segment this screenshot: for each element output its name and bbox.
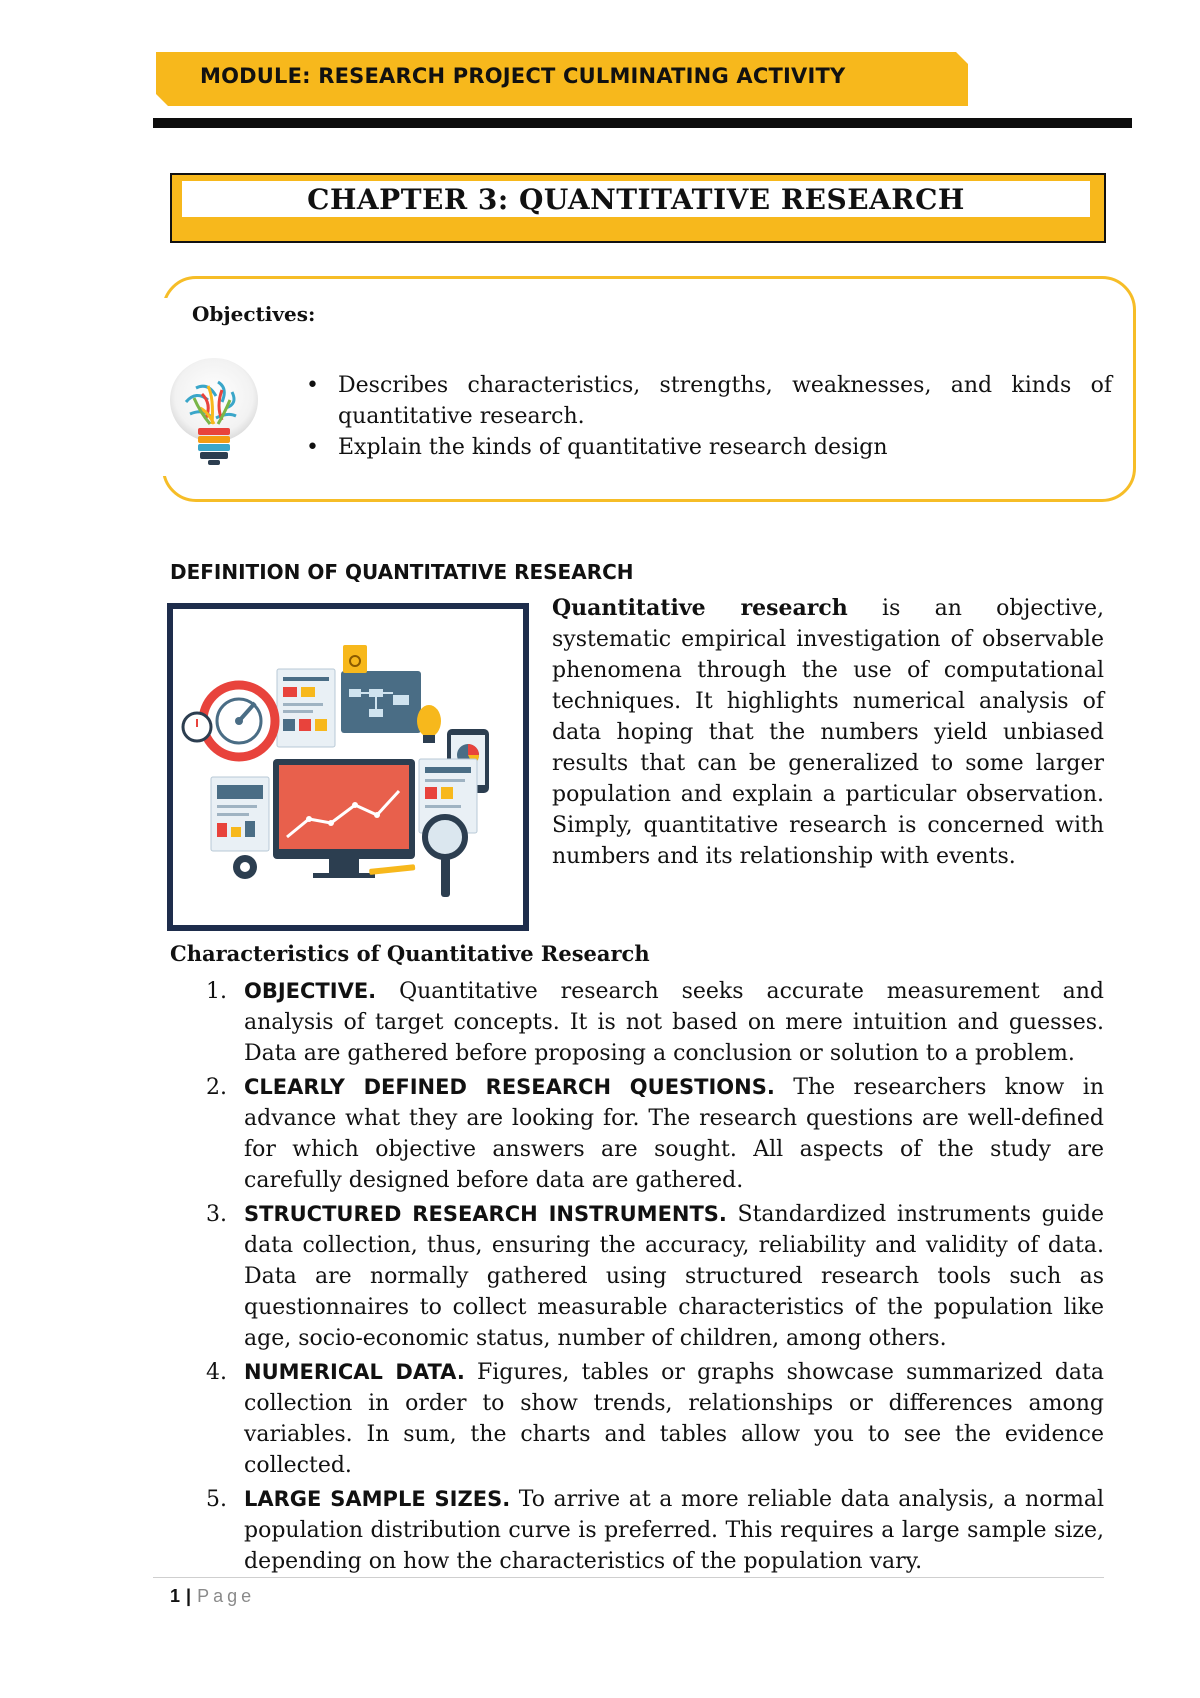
item-number: 4. — [206, 1360, 227, 1385]
chapter-title-inner — [182, 181, 1090, 217]
characteristic-item — [198, 1357, 1104, 1481]
characteristic-title: OBJECTIVE. — [244, 979, 377, 1003]
module-title: MODULE: RESEARCH PROJECT CULMINATING ACTIVITY — [200, 64, 846, 88]
objective-text: Describes characteristics, strengths, weaknesses, and kinds of quantitative research. — [338, 373, 1112, 429]
page-footer — [170, 1586, 255, 1607]
item-number: 5. — [206, 1487, 227, 1512]
characteristic-text: Figures, tables or graphs showcase summarized data collection in order to show trends, relationships or differences among variables. In sum, the charts and tables allow you to see the evidence collected. — [244, 1360, 1104, 1478]
characteristic-item — [198, 976, 1104, 1069]
page-number: 1 — [170, 1586, 181, 1606]
objective-item — [300, 370, 1112, 432]
page-separator: | — [186, 1586, 192, 1606]
characteristic-text: Standardized instruments guide data collection, thus, ensuring the accuracy, reliability and validity of data. Data are normally gathered using structured research tools such as questionnaires to collect measurable characteristics of the population like age, socio-economic status, number of children, among others. — [244, 1202, 1104, 1351]
chapter-title-box — [170, 173, 1106, 243]
bullet-icon: • — [306, 373, 319, 398]
characteristic-text: The researchers know in advance what they are looking for. The research questions are well-defined for which objective answers are sought. All aspects of the study are carefully designed before data are gathered. — [244, 1075, 1104, 1193]
characteristic-text: Quantitative research seeks accurate measurement and analysis of target concepts. It is not based on mere intuition and guesses. Data are gathered before proposing a conclusion or solution to a problem. — [244, 979, 1104, 1066]
characteristic-item — [198, 1484, 1104, 1577]
item-number: 3. — [206, 1202, 227, 1227]
objective-text: Explain the kinds of quantitative research design — [338, 435, 888, 460]
data-analytics-illustration — [167, 603, 529, 931]
characteristics-heading: Characteristics of Quantitative Research — [170, 941, 650, 966]
characteristic-text: To arrive at a more reliable data analysis, a normal population distribution curve is preferred. This requires a large sample size, depending on how the characteristics of the population vary. — [244, 1487, 1104, 1574]
definition-heading: DEFINITION OF QUANTITATIVE RESEARCH — [170, 560, 634, 584]
item-number: 1. — [206, 979, 227, 1004]
header-rule — [153, 118, 1132, 128]
objectives-heading: Objectives: — [192, 302, 316, 326]
characteristic-title: NUMERICAL DATA. — [244, 1360, 465, 1384]
definition-paragraph — [552, 593, 1104, 872]
characteristic-item — [198, 1072, 1104, 1196]
objective-item — [300, 432, 1112, 463]
characteristics-list — [198, 976, 1104, 1580]
objectives-list — [300, 370, 1112, 463]
page-label: Page — [197, 1586, 256, 1606]
definition-term: Quantitative research — [552, 595, 848, 621]
characteristic-title: CLEARLY DEFINED RESEARCH QUESTIONS. — [244, 1075, 775, 1099]
chapter-title: CHAPTER 3: QUANTITATIVE RESEARCH — [307, 182, 965, 216]
characteristic-title: LARGE SAMPLE SIZES. — [244, 1487, 511, 1511]
footer-rule — [153, 1577, 1104, 1578]
bullet-icon: • — [306, 435, 319, 460]
characteristic-item — [198, 1199, 1104, 1354]
definition-body: is an objective, systematic empirical investigation of observable phenomena through the use of computational techniques. It highlights numerical analysis of data hoping that the numbers yield unbiased results that can be generalized to some larger population and explain a particular observation. Simply, quantitative research is concerned with numbers and its relationship with events. — [552, 596, 1104, 869]
characteristic-title: STRUCTURED RESEARCH INSTRUMENTS. — [244, 1202, 727, 1226]
item-number: 2. — [206, 1075, 227, 1100]
lightbulb-icon — [156, 352, 272, 472]
